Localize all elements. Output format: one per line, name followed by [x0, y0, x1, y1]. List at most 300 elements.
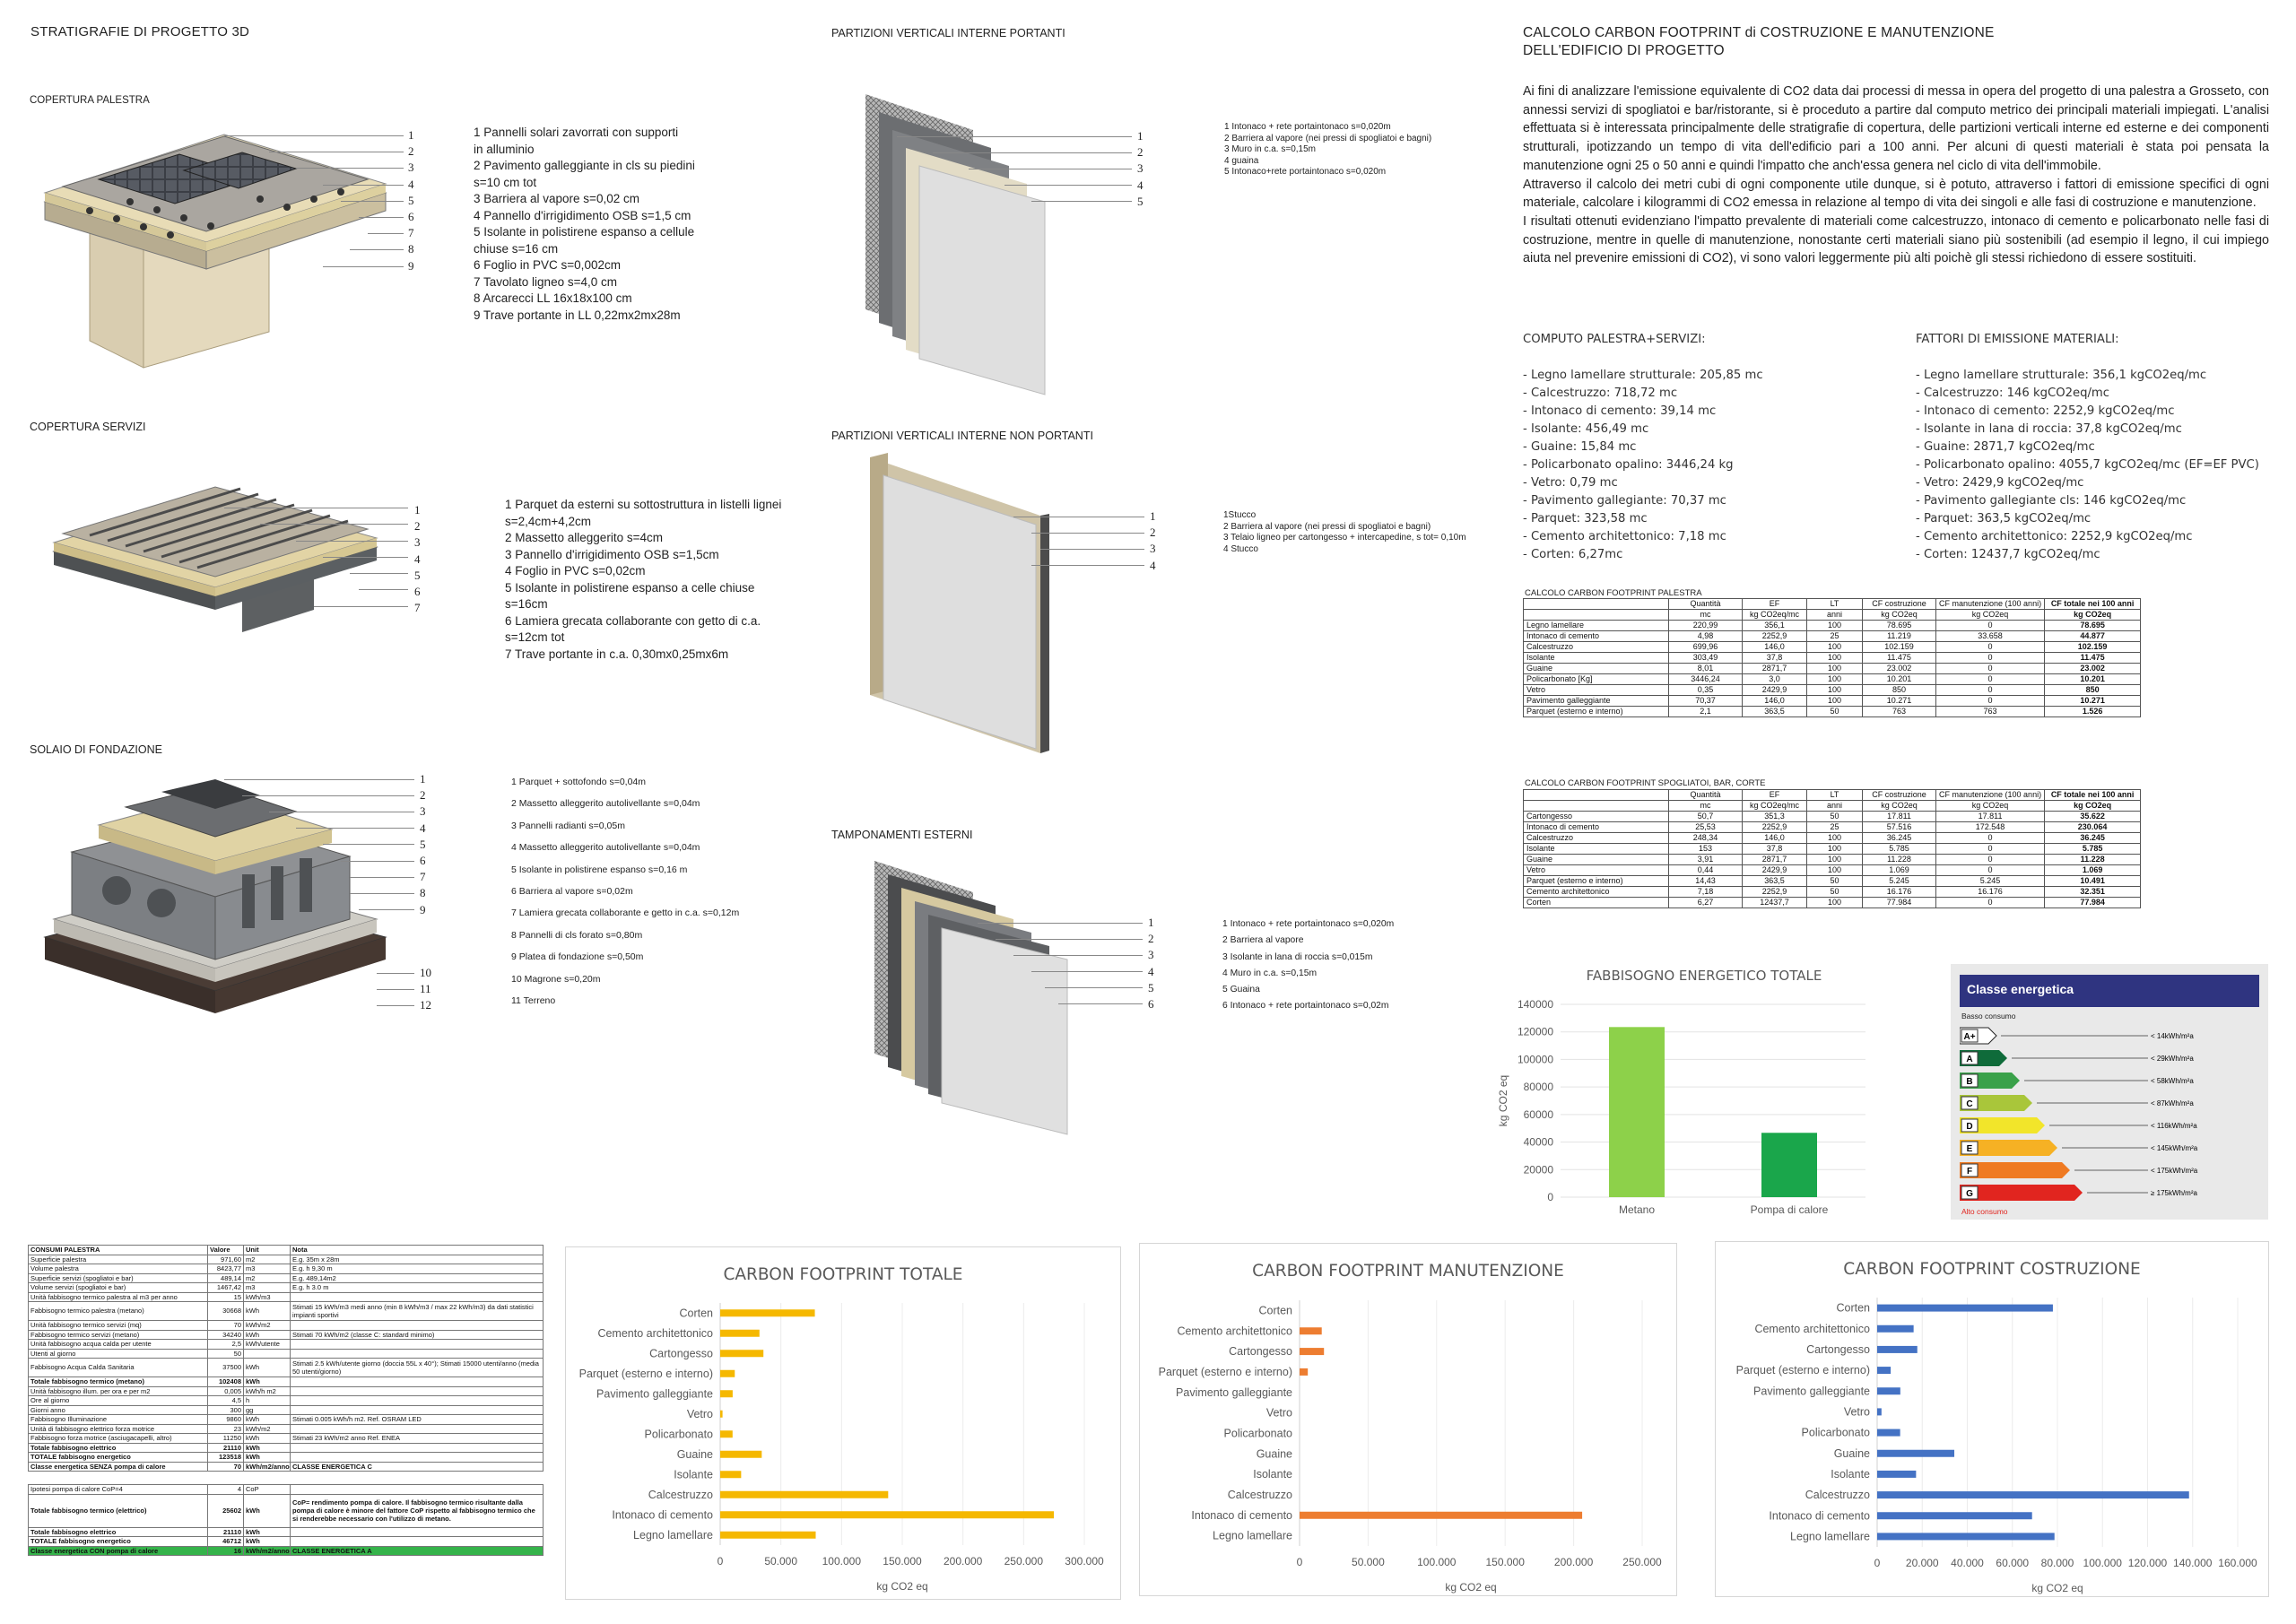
x-tick-label: Pompa di calore	[1750, 1203, 1829, 1216]
y-tick-label: Isolante	[1253, 1468, 1292, 1481]
energy-class-row	[1960, 1184, 2265, 1202]
y-tick-label: Cemento architettonico	[597, 1326, 713, 1340]
table-row	[1524, 844, 2141, 855]
energy-class-value: < 14kWh/m²a	[2151, 1032, 2194, 1040]
table-cell: 21110	[208, 1443, 244, 1453]
table-cell: 100	[1807, 833, 1863, 844]
carbon-description: Ai fini di analizzare l'emissione equivalente di CO2 data dai processi di messa in opera del progetto di una palestra a Grosseto, con annessi servizi di spogliatoi e bar/ristorante, si è proceduto a partire dal computo metrico dei principali materiali impiegati. L'analisi effettuata si è interessata principalmente delle stratigrafie di copertura, delle partizioni verticali interne ed esterne e dei componenti strutturali, ipotizzando un tempo di vita dell'edificio pari a 100 anni. Per alcuni di questi materiali è stata poi pensata la manutenzione ogni 25 o 50 anni e quindi l'impatto che anch'essa genera nel ciclo di vita dell'immobile. Attraverso il calcolo dei metri cubi di ogni componente utile dunque, si è potuto, attraverso i fattori di emissione specifici di ogni materiale, calcolare i kilogrammi di CO2 emessa in relazione al tempo di vita dei singoli e alle fasi di costruzione e manutenzione. I risultati ottenuti evidenziano l'impatto prevalente di materiali come calcestruzzo, intonaco di cemento e policarbonato nelle fasi di costruzione, mentre in quelle di manutenzione, nonostante certi materiali siano più sostenibili (ad esempio il legno, il cui impiego aiuta nel prevenire emissioni di CO2), vi sono valori leggermente più alti poichè gli stessi richiedono di essere sostituiti.	[1523, 84, 2269, 266]
y-tick-label: Cartongesso	[1806, 1342, 1870, 1356]
energy-class-label: D	[1966, 1122, 1973, 1132]
energy-class-value: < 58kWh/m²a	[2151, 1077, 2194, 1085]
table-cell: 70,37	[1669, 696, 1743, 707]
table-cell: Quantità	[1669, 599, 1743, 610]
table-cell	[291, 1292, 544, 1302]
table-cell: Unità fabbisogno acqua calda per utente	[29, 1340, 208, 1350]
table-cell: kWh	[244, 1494, 291, 1527]
consumi-row	[29, 1386, 544, 1396]
table-row	[1524, 833, 2141, 844]
partizioni-portanti-illustration	[839, 76, 1135, 399]
table-cell: CF manutenzione (100 anni)	[1936, 790, 2045, 801]
table-cell: 300	[208, 1405, 244, 1415]
table-cell: 37,8	[1743, 844, 1807, 855]
table-cell: Nota	[291, 1246, 544, 1255]
y-tick-label: Policarbonato	[1223, 1427, 1292, 1440]
y-tick-label: Vetro	[686, 1407, 713, 1420]
table-cell: 8423,77	[208, 1264, 244, 1274]
table-cell: kWh	[244, 1434, 291, 1444]
table-cell: 100	[1807, 674, 1863, 685]
table-cell: 10.271	[1863, 696, 1936, 707]
table-cell: 153	[1669, 844, 1743, 855]
table-cell	[291, 1443, 544, 1453]
table-cell: 5.245	[1863, 876, 1936, 887]
table-cell: 2871,7	[1743, 855, 1807, 865]
table-cell: 123518	[208, 1453, 244, 1463]
bar	[1877, 1305, 2053, 1312]
table-cell: 23.002	[2045, 664, 2141, 674]
table-cell: 17.811	[1936, 812, 2045, 822]
computo-title: COMPUTO PALESTRA+SERVIZI:	[1523, 333, 1706, 346]
y-tick-label: 80000	[1523, 1081, 1553, 1094]
table-cell: 25	[1807, 631, 1863, 642]
table-cell: kWh/m2/anno	[244, 1462, 291, 1472]
x-tick-label: 160.000	[2218, 1557, 2257, 1569]
table-cell: Calcestruzzo	[1524, 833, 1669, 844]
bar	[1300, 1327, 1322, 1334]
table-cell: Stimati 2.5 kWh/utente giorno (doccia 55L x 40°); Stimati 15000 utenti/anno (media 50 utenti/giorno)	[291, 1359, 544, 1377]
bar	[1877, 1429, 1900, 1437]
energy-class-rows	[1960, 1027, 2265, 1206]
chart-title: CARBON FOOTPRINT COSTRUZIONE	[1843, 1260, 2141, 1279]
table-cell: 100	[1807, 844, 1863, 855]
table-cell: 16.176	[1936, 887, 2045, 898]
table-cell: 50	[1807, 876, 1863, 887]
table-cell: 70	[208, 1462, 244, 1472]
table-cell: 1.069	[2045, 865, 2141, 876]
partizioni-portanti-legend: 1 Intonaco + rete portaintonaco s=0,020m 2 Barriera al vapore (nei pressi di spogliatoi e bagni) 3 Muro in c.a. s=0,15m 4 guaina 5 Intonaco+rete portaintonaco s=0,020m	[1224, 122, 1432, 177]
bar	[1761, 1133, 1817, 1197]
x-tick-label: 40.000	[1951, 1557, 1984, 1569]
table-cell: m3	[244, 1283, 291, 1293]
table-cell: Stimati 15 kWh/m3 medi anno (min 8 kWh/m3 / max 22 kWh/m3) da dati statistici impianti sportivi	[291, 1302, 544, 1321]
bar	[1877, 1367, 1891, 1374]
y-tick-label: 120000	[1517, 1025, 1553, 1038]
table-cell: anni	[1807, 610, 1863, 621]
table-cell: 230.064	[2045, 822, 2141, 833]
table-cell: 363,5	[1743, 876, 1807, 887]
table-cell: Classe energetica CON pompa di calore	[29, 1546, 208, 1556]
y-tick-label: Legno lamellare	[1213, 1529, 1292, 1542]
chart-carbon-manutenzione	[1139, 1243, 1677, 1596]
table-cell: 25,53	[1669, 822, 1743, 833]
partizioni-portanti-title: PARTIZIONI VERTICALI INTERNE PORTANTI	[831, 27, 1065, 39]
table-cell: 35.622	[2045, 812, 2141, 822]
table-cell: 0	[1936, 653, 2045, 664]
table-row	[1524, 887, 2141, 898]
table-cell: Fabbisogno forza motrice (asciugacapelli, altro)	[29, 1434, 208, 1444]
table-cell: 5.245	[1936, 876, 2045, 887]
consumi-row	[29, 1494, 544, 1527]
table-cell: Totale fabbisogno elettrico	[29, 1443, 208, 1453]
chart-carbon-costruzione	[1715, 1241, 2269, 1597]
table-cell: 2,1	[1669, 707, 1743, 717]
table-cell: Fabbisogno Illuminazione	[29, 1415, 208, 1425]
x-tick-label: 120.000	[2127, 1557, 2168, 1569]
table-cell: 8,01	[1669, 664, 1743, 674]
table-cell: 23	[208, 1424, 244, 1434]
x-tick-label: 100.000	[2083, 1557, 2122, 1569]
tamponamenti-numbers: 1 2 3 4 5 6	[1148, 916, 1154, 1011]
table-cell: 0	[1936, 642, 2045, 653]
x-tick-label: 0	[1874, 1557, 1881, 1569]
table-cell	[291, 1377, 544, 1387]
table-cell: CF costruzione	[1863, 790, 1936, 801]
table-cell: Quantità	[1669, 790, 1743, 801]
table-cell: 2871,7	[1743, 664, 1807, 674]
table-cell: 0	[1936, 898, 2045, 908]
table-cell: 303,49	[1669, 653, 1743, 664]
bar	[720, 1491, 888, 1498]
table-cell: 30668	[208, 1302, 244, 1321]
y-tick-label: Legno lamellare	[1790, 1530, 1870, 1543]
table-cell: 363,5	[1743, 707, 1807, 717]
x-tick-label: 140.000	[2173, 1557, 2213, 1569]
table-cell: kWh/h m2	[244, 1386, 291, 1396]
bar	[720, 1471, 741, 1478]
y-tick-label: Parquet (esterno e interno)	[578, 1367, 713, 1380]
table-cell: Legno lamellare	[1524, 621, 1669, 631]
table-cell: 100	[1807, 696, 1863, 707]
table-cell: EF	[1743, 790, 1807, 801]
table-cell: Unit	[244, 1246, 291, 1255]
table-header-row	[1524, 801, 2141, 812]
table-cell: Corten	[1524, 898, 1669, 908]
table-cell: CF totale nei 100 anni	[2045, 599, 2141, 610]
energy-class-row	[1960, 1161, 2265, 1179]
table-cell: 10.491	[2045, 876, 2141, 887]
table-cell: kWh	[244, 1527, 291, 1537]
table-cell: kg CO2eq	[1936, 801, 2045, 812]
table-cell	[291, 1349, 544, 1359]
table-cell: 11.228	[1863, 855, 1936, 865]
energy-class-value: < 87kWh/m²a	[2151, 1099, 2194, 1107]
consumi-row	[29, 1443, 544, 1453]
table-cell: 50	[1807, 707, 1863, 717]
copertura-palestra-illustration	[27, 117, 404, 377]
table-cell: Intonaco di cemento	[1524, 631, 1669, 642]
table-cell: CLASSE ENERGETICA A	[291, 1546, 544, 1556]
bar	[720, 1330, 760, 1337]
chart-carbon-totale	[565, 1246, 1121, 1600]
table-cell: 0	[1936, 685, 2045, 696]
bar	[1877, 1387, 1900, 1394]
solaio-fondazione-numbers: 1 2 3 4 5 6 7 8 9	[420, 772, 426, 916]
table-cell: kWh	[244, 1330, 291, 1340]
fattori-list: - Legno lamellare strutturale: 356,1 kgCO2eq/mc - Calcestruzzo: 146 kgCO2eq/mc - Intonaco di cemento: 2252,9 kgCO2eq/mc - Isolante in lana di roccia: 37,8 kgCO2eq/mc - Guaine: 2871,7 kgCO2eq/mc - Policarbonato opalino: 4055,7 kgCO2eq/mc (EF=EF PVC) - Vetro: 2429,9 kgCO2eq/mc - Pavimento gallegiante cls: 146 kgCO2eq/mc - Parquet: 363,5 kgCO2eq/mc - Cemento architettonico: 2252,9 kgCO2eq/mc - Corten: 12437,7 kgCO2eq/mc	[1916, 369, 2259, 561]
energy-class-row	[1960, 1116, 2265, 1134]
consumi-row	[29, 1415, 544, 1425]
computo-list: - Legno lamellare strutturale: 205,85 mc - Calcestruzzo: 718,72 mc - Intonaco di cemento: 39,14 mc - Isolante: 456,49 mc - Guaine: 15,84 mc - Policarbonato opalino: 3446,24 kg - Vetro: 0,79 mc - Pavimento gallegiante: 70,37 mc - Parquet: 323,58 mc - Cemento architettonico: 7,18 mc - Corten: 6,27mc	[1523, 369, 1763, 561]
y-tick-label: Calcestruzzo	[648, 1488, 713, 1501]
energy-class-label: A	[1966, 1055, 1973, 1064]
bar	[1300, 1368, 1308, 1376]
energy-class-row	[1960, 1049, 2265, 1067]
bar	[720, 1309, 815, 1316]
fattori-title: FATTORI DI EMISSIONE MATERIALI:	[1916, 333, 2119, 346]
bar	[720, 1532, 816, 1539]
table-row	[1524, 653, 2141, 664]
table-cell: 1.069	[1863, 865, 1936, 876]
table-cell: 1.526	[2045, 707, 2141, 717]
energy-class-basso: Basso consumo	[1961, 1012, 2016, 1020]
section-title-stratigrafie: STRATIGRAFIE DI PROGETTO 3D	[30, 24, 250, 39]
table-cell: CF manutenzione (100 anni)	[1936, 599, 2045, 610]
table-row	[1524, 631, 2141, 642]
table-cell: 25602	[208, 1494, 244, 1527]
table-cell: 146,0	[1743, 833, 1807, 844]
x-axis-label: kg CO2 eq	[2031, 1582, 2083, 1594]
table-cell: 32.351	[2045, 887, 2141, 898]
table-cell: Stimati 70 kWh/m2 (classe C: standard minimo)	[291, 1330, 544, 1340]
table-cell: Guaine	[1524, 855, 1669, 865]
table-cell: 0	[1936, 833, 2045, 844]
table-cell: 3,0	[1743, 674, 1807, 685]
y-tick-label: Corten	[1836, 1301, 1870, 1315]
table-palestra-wrap	[1523, 598, 2141, 717]
table-cell: 2,5	[208, 1340, 244, 1350]
table-cell: 78.695	[1863, 621, 1936, 631]
table-cell: 0,35	[1669, 685, 1743, 696]
x-tick-label: 150.000	[883, 1555, 922, 1568]
y-tick-label: Pavimento galleggiante	[1753, 1385, 1870, 1398]
table-cell: Superficie servizi (spogliatoi e bar)	[29, 1273, 208, 1283]
chart-title: CARBON FOOTPRINT MANUTENZIONE	[1252, 1262, 1564, 1281]
table-cell: 0	[1936, 674, 2045, 685]
table-cell: mc	[1669, 801, 1743, 812]
table-cell: Vetro	[1524, 865, 1669, 876]
consumi-row	[29, 1405, 544, 1415]
table-cell: 4	[208, 1485, 244, 1495]
table-cell: 102.159	[2045, 642, 2141, 653]
table-cell: 2252,9	[1743, 822, 1807, 833]
energy-class-title: Classe energetica	[1967, 982, 2074, 996]
table-cell: kWh	[244, 1359, 291, 1377]
table-cell	[244, 1349, 291, 1359]
energy-class-label: A+	[1963, 1032, 1976, 1042]
consumi-row	[29, 1546, 544, 1556]
table-cell: 850	[1863, 685, 1936, 696]
table-cell: 11250	[208, 1434, 244, 1444]
bar	[1877, 1325, 1914, 1333]
table-cell: 850	[2045, 685, 2141, 696]
table-cell: Superficie palestra	[29, 1255, 208, 1264]
table-cell: 12437,7	[1743, 898, 1807, 908]
energy-class-row	[1960, 1027, 2265, 1045]
y-tick-label: Corten	[1258, 1304, 1292, 1317]
solaio-fondazione-illustration	[36, 767, 413, 1018]
table-cell: CF totale nei 100 anni	[2045, 790, 2141, 801]
table-cell: 25	[1807, 822, 1863, 833]
copertura-palestra-title: COPERTURA PALESTRA	[30, 95, 150, 106]
table-cell: 10.271	[2045, 696, 2141, 707]
table-cell: E.g. 35m x 28m	[291, 1255, 544, 1264]
consumi-row	[29, 1273, 544, 1283]
table-row	[1524, 696, 2141, 707]
bar	[1877, 1471, 1916, 1478]
table-cell	[291, 1321, 544, 1331]
y-tick-label: Pavimento galleggiante	[1176, 1385, 1292, 1399]
table-cell: 0	[1936, 844, 2045, 855]
table-cell: m3	[244, 1264, 291, 1274]
table-cell: 4,98	[1669, 631, 1743, 642]
y-tick-label: Legno lamellare	[633, 1528, 713, 1541]
table-cell: 100	[1807, 865, 1863, 876]
energy-class-label: F	[1966, 1167, 1973, 1177]
consumi-row	[29, 1453, 544, 1463]
table-cell: Utenti al giorno	[29, 1349, 208, 1359]
table-cell: 172.548	[1936, 822, 2045, 833]
y-tick-label: 20000	[1523, 1163, 1553, 1177]
table-cell: m2	[244, 1255, 291, 1264]
table-cell: kg CO2eq	[1863, 610, 1936, 621]
table-cell: 16	[208, 1546, 244, 1556]
table-cell: 2252,9	[1743, 631, 1807, 642]
table-cell: kWh	[244, 1443, 291, 1453]
consumi-row	[29, 1537, 544, 1547]
table-cell: Pavimento galleggiante	[1524, 696, 1669, 707]
table-cell	[291, 1453, 544, 1463]
table-cell: 34240	[208, 1330, 244, 1340]
table-cell: 11.219	[1863, 631, 1936, 642]
consumi-header-row	[29, 1246, 544, 1255]
table-cell: 0	[1936, 664, 2045, 674]
consumi-row	[29, 1424, 544, 1434]
table-cell: 100	[1807, 898, 1863, 908]
table-cell: 57.516	[1863, 822, 1936, 833]
copertura-palestra-numbers: 1 2 3 4 5 6 7 8 9	[408, 128, 414, 273]
table-cell: 77.984	[1863, 898, 1936, 908]
table-cell: 0	[1936, 621, 2045, 631]
table-cell: 33.658	[1936, 631, 2045, 642]
energy-class-label: B	[1966, 1077, 1973, 1087]
table-cell: 11.475	[1863, 653, 1936, 664]
table-cell: 100	[1807, 621, 1863, 631]
copertura-palestra-legend: 1 Pannelli solari zavorrati con supporti in alluminio 2 Pavimento galleggiante in cls su piedini s=10 cm tot 3 Barriera al vapore s=0,02 cm 4 Pannello d'irrigidimento OSB s=1,5 cm 5 Isolante in polistirene espanso a cellule chiuse s=16 cm 6 Foglio in PVC s=0,002cm 7 Tavolato ligneo s=4,0 cm 8 Arcarecci LL 16x18x100 cm 9 Trave portante in LL 0,22mx2mx28m	[474, 126, 695, 322]
bar	[720, 1350, 763, 1357]
partizioni-portanti-numbers: 1 2 3 4 5	[1137, 129, 1144, 208]
x-tick-label: Metano	[1618, 1203, 1656, 1216]
table-row	[1524, 621, 2141, 631]
y-tick-label: Parquet (esterno e interno)	[1158, 1365, 1292, 1378]
bar	[1877, 1491, 2189, 1498]
x-tick-label: 150.000	[1485, 1556, 1525, 1568]
table-cell: kWh	[244, 1302, 291, 1321]
y-tick-label: Cartongesso	[1229, 1345, 1292, 1359]
table-cell: CLASSE ENERGETICA C	[291, 1462, 544, 1472]
consumi-row	[29, 1359, 544, 1377]
energy-class-label: C	[1966, 1099, 1973, 1109]
table-cell: anni	[1807, 801, 1863, 812]
table-cell	[291, 1386, 544, 1396]
table-cell: 100	[1807, 855, 1863, 865]
table-cell: 100	[1807, 653, 1863, 664]
consumi-table-wrap	[28, 1245, 544, 1556]
table-cell: TOTALE fabbisogno energetico	[29, 1453, 208, 1463]
y-tick-label: Intonaco di cemento	[1769, 1509, 1870, 1523]
table-cell: kg CO2eq	[1863, 801, 1936, 812]
table-cell: 356,1	[1743, 621, 1807, 631]
table-cell: 146,0	[1743, 642, 1807, 653]
table-cell: 46712	[208, 1537, 244, 1547]
x-tick-label: 0	[1296, 1556, 1303, 1568]
table-cell: 2429,9	[1743, 685, 1807, 696]
x-tick-label: 200.000	[1553, 1556, 1594, 1568]
table-cell: Parquet (esterno e interno)	[1524, 876, 1669, 887]
bar	[1300, 1512, 1582, 1519]
table-cell: 699,96	[1669, 642, 1743, 653]
x-tick-label: 250.000	[1004, 1555, 1044, 1568]
y-tick-label: Cemento architettonico	[1754, 1322, 1870, 1335]
table-cell: 763	[1936, 707, 2045, 717]
solaio-fondazione-title: SOLAIO DI FONDAZIONE	[30, 743, 162, 756]
table-cell: kWh	[244, 1453, 291, 1463]
bar	[720, 1390, 733, 1397]
table-cell	[291, 1537, 544, 1547]
y-tick-label: 100000	[1517, 1053, 1553, 1066]
y-tick-label: Guaine	[1833, 1446, 1870, 1460]
consumi-row	[29, 1434, 544, 1444]
table-cell: kWh/m2	[244, 1321, 291, 1331]
bar	[1609, 1027, 1665, 1197]
table-cell: 16.176	[1863, 887, 1936, 898]
table-cell: m2	[244, 1273, 291, 1283]
table-header-row	[1524, 599, 2141, 610]
x-tick-label: 20.000	[1905, 1557, 1939, 1569]
table-cell: Stimati 23 kWh/m2 anno Ref. ENEA	[291, 1434, 544, 1444]
table-cell: 37500	[208, 1359, 244, 1377]
y-tick-label: Vetro	[1843, 1405, 1870, 1419]
table-row	[1524, 812, 2141, 822]
table-cell: 0	[1936, 865, 2045, 876]
y-tick-label: Intonaco di cemento	[1191, 1508, 1292, 1522]
y-tick-label: Intonaco di cemento	[612, 1508, 713, 1522]
table-palestra	[1523, 598, 2141, 717]
table-cell: E.g. h 9,30 m	[291, 1264, 544, 1274]
chart-title: CARBON FOOTPRINT TOTALE	[723, 1265, 963, 1284]
table-cell: h	[244, 1396, 291, 1406]
bar	[1877, 1408, 1882, 1415]
y-tick-label: 60000	[1523, 1107, 1553, 1121]
table-cell: 102.159	[1863, 642, 1936, 653]
table-cell: 10.201	[1863, 674, 1936, 685]
energy-class-value: < 116kWh/m²a	[2151, 1122, 2197, 1130]
consumi-row	[29, 1349, 544, 1359]
table-row	[1524, 865, 2141, 876]
table-cell: Cartongesso	[1524, 812, 1669, 822]
consumi-row	[29, 1330, 544, 1340]
table-cell: 2252,9	[1743, 887, 1807, 898]
table-cell: Parquet (esterno e interno)	[1524, 707, 1669, 717]
table-row	[1524, 855, 2141, 865]
y-tick-label: Cemento architettonico	[1177, 1324, 1292, 1338]
table-cell: 100	[1807, 664, 1863, 674]
tamponamenti-title: TAMPONAMENTI ESTERNI	[831, 829, 973, 841]
table-cell: 23.002	[1863, 664, 1936, 674]
bar	[720, 1411, 723, 1418]
partizioni-non-portanti-legend: 1Stucco 2 Barriera al vapore (nei pressi di spogliatoi e bagni) 3 Telaio ligneo per cartongesso + intercapedine, s tot= 0,10m 4 Stucco	[1223, 510, 1466, 554]
x-tick-label: 80.000	[2040, 1557, 2074, 1569]
carbon-title: CALCOLO CARBON FOOTPRINT di COSTRUZIONE E MANUTENZIONE DELL'EDIFICIO DI PROGETTO	[1523, 25, 1995, 58]
